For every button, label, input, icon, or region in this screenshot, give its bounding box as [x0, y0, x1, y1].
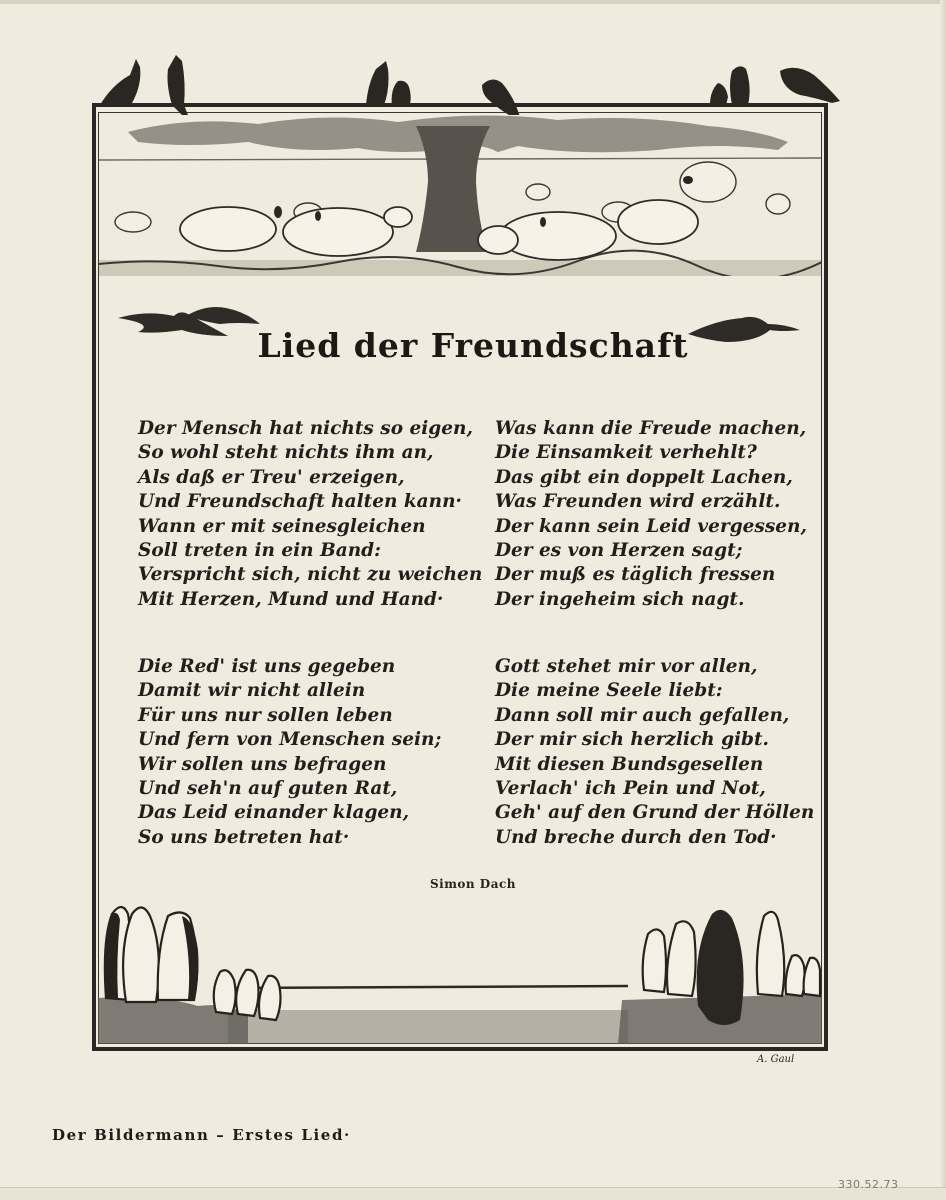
poem-line: Das Leid einander klagen,	[138, 802, 410, 824]
footer-caption: Der Bildermann – Erstes Lied·	[52, 1126, 351, 1144]
page-edge-right	[940, 0, 946, 1200]
poem-line: Soll treten in ein Band:	[138, 540, 381, 562]
poem-line: Als daß er Treu' erzeigen,	[138, 466, 405, 488]
penguins-illustration	[98, 890, 822, 1044]
poem-line: Der Mensch hat nichts so eigen,	[138, 418, 473, 439]
poem-line: Damit wir nicht allein	[138, 680, 366, 702]
artist-signature: A. Gaul	[757, 1054, 795, 1065]
stanza-3	[138, 655, 441, 850]
poem-line: Verlach' ich Pein und Not,	[495, 778, 766, 800]
poem-line: Und seh'n auf guten Rat,	[138, 778, 398, 800]
poem-line: Der kann sein Leid vergessen,	[495, 515, 807, 537]
poem-line: Dann soll mir auch gefallen,	[495, 704, 790, 726]
stanza-4	[495, 655, 814, 850]
poem-line: Was kann die Freude machen,	[495, 418, 807, 439]
poem-line: Der muß es täglich fressen	[495, 564, 776, 586]
poem-line: Das gibt ein doppelt Lachen,	[495, 466, 793, 488]
poem-line: So wohl steht nichts ihm an,	[138, 442, 434, 464]
poem-line: Und breche durch den Tod·	[495, 826, 777, 848]
poem-line: Die Red' ist uns gegeben	[138, 656, 396, 677]
poem-line: Wann er mit seinesgleichen	[138, 515, 426, 537]
poem-line: Die meine Seele liebt:	[495, 680, 723, 702]
poem-line: Der es von Herzen sagt;	[495, 540, 743, 562]
poem-line: Gott stehet mir vor allen,	[495, 656, 758, 677]
catalog-number: 330.52.73	[838, 1178, 899, 1191]
poem-author: Simon Dach	[429, 877, 517, 891]
poem-line: Die Einsamkeit verhehlt?	[495, 442, 757, 464]
poem-title: Lied der Freundschaft	[257, 326, 689, 365]
poem-line: Der mir sich herzlich gibt.	[495, 729, 769, 751]
poem-line: Mit diesen Bundsgesellen	[495, 753, 764, 775]
poem-line: Verspricht sich, nicht zu weichen	[138, 564, 483, 586]
stanza-2	[495, 417, 807, 612]
page-edge-top	[0, 0, 946, 4]
poem-line: Für uns nur sollen leben	[138, 704, 393, 726]
page-edge-bottom	[0, 1187, 946, 1200]
perched-crows-illustration	[92, 45, 852, 115]
poem-line: So uns betreten hat·	[138, 826, 350, 848]
poem-line: Wir sollen uns befragen	[138, 753, 387, 775]
poem-line: Und Freundschaft halten kann·	[138, 491, 463, 513]
poem-line: Der ingeheim sich nagt.	[495, 588, 745, 610]
poem-line: Geh' auf den Grund der Höllen	[495, 802, 815, 824]
stanza-1	[138, 417, 482, 612]
poem-line: Mit Herzen, Mund und Hand·	[138, 588, 444, 610]
poem-line: Was Freunden wird erzählt.	[495, 491, 781, 513]
poem-line: Und fern von Menschen sein;	[138, 729, 442, 751]
